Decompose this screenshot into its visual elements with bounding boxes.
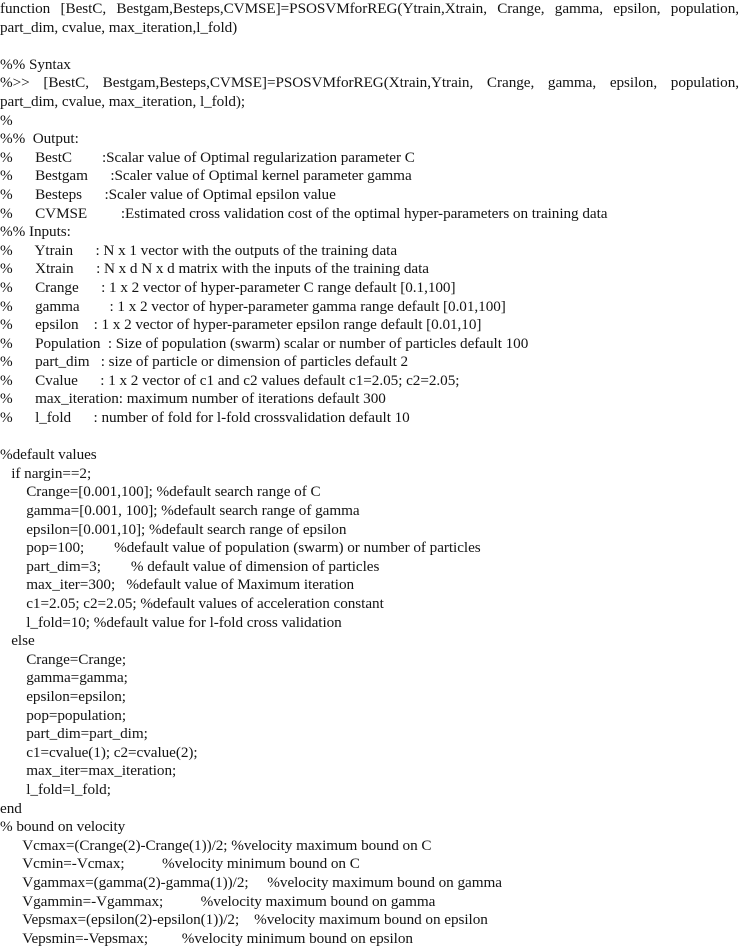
- code-line: Crange=Crange;: [0, 650, 127, 668]
- code-line: if nargin==2;: [0, 464, 92, 482]
- code-line: Vcmin=-Vcmax; %velocity minimum bound on C: [0, 855, 360, 873]
- code-line: % gamma : 1 x 2 vector of hyper-parameter gamma range default [0.01,100]: [0, 297, 506, 315]
- code-line: part_dim=3; % default value of dimension of particles: [0, 557, 380, 575]
- code-line: % Ytrain : N x 1 vector with the outputs of the training data: [0, 241, 398, 259]
- code-line: max_iter=300; %default value of Maximum iteration: [0, 576, 355, 594]
- code-line: % Bestgam :Scaler value of Optimal kernel parameter gamma: [0, 167, 412, 185]
- code-line: Vgammin=-Vgammax; %velocity maximum bound on gamma: [0, 892, 436, 910]
- code-line: % part_dim : size of particle or dimension of particles default 2: [0, 353, 409, 371]
- code-line: Vepsmin=-Vepsmax; %velocity minimum bound on epsilon: [0, 929, 413, 947]
- code-line: epsilon=epsilon;: [0, 687, 126, 705]
- code-line: part_dim, cvalue, max_iteration, l_fold);: [0, 92, 246, 110]
- code-line: % max_iteration: maximum number of iterations default 300: [0, 390, 386, 408]
- code-line: %default values: [0, 446, 97, 464]
- code-line: part_dim=part_dim;: [0, 725, 148, 743]
- code-line: %% Output:: [0, 130, 79, 148]
- code-line: Vepsmax=(epsilon(2)-epsilon(1))/2; %velocity maximum bound on epsilon: [0, 911, 488, 929]
- code-line: % Besteps :Scaler value of Optimal epsilon value: [0, 185, 336, 203]
- code-line: Crange=[0.001,100]; %default search range of C: [0, 483, 321, 501]
- code-line: else: [0, 632, 35, 650]
- code-line: max_iter=max_iteration;: [0, 762, 177, 780]
- code-line: epsilon=[0.001,10]; %default search range of epsilon: [0, 520, 347, 538]
- code-line: gamma=gamma;: [0, 669, 128, 687]
- code-line: %>> [BestC, Bestgam,Besteps,CVMSE]=PSOSVMforREG(Xtrain,Ytrain, Crange, gamma, epsilon, population,: [0, 74, 739, 92]
- code-line: % BestC :Scalar value of Optimal regularization parameter C: [0, 148, 415, 166]
- code-line: %% Syntax: [0, 55, 71, 73]
- code-line-blank: [0, 428, 739, 447]
- code-line: % Population : Size of population (swarm) scalar or number of particles default 100: [0, 334, 529, 352]
- code-line: gamma=[0.001, 100]; %default search range of gamma: [0, 502, 360, 520]
- code-line: %% Inputs:: [0, 223, 71, 241]
- code-line: % CVMSE :Estimated cross validation cost of the optimal hyper-parameters on training data: [0, 204, 608, 222]
- code-line: % l_fold : number of fold for l-fold crossvalidation default 10: [0, 409, 410, 427]
- code-line: function [BestC, Bestgam,Besteps,CVMSE]=PSOSVMforREG(Ytrain,Xtrain, Crange, gamma, epsilon, population,: [0, 0, 739, 17]
- code-line: pop=population;: [0, 706, 127, 724]
- code-line-blank: [0, 37, 739, 56]
- code-line: % epsilon : 1 x 2 vector of hyper-parameter epsilon range default [0.01,10]: [0, 316, 482, 334]
- code-line: Vcmax=(Crange(2)-Crange(1))/2; %velocity maximum bound on C: [0, 836, 432, 854]
- code-line: % Crange : 1 x 2 vector of hyper-parameter C range default [0.1,100]: [0, 278, 456, 296]
- code-line: l_fold=10; %default value for l-fold cross validation: [0, 613, 342, 631]
- code-line: Vgammax=(gamma(2)-gamma(1))/2; %velocity maximum bound on gamma: [0, 873, 502, 891]
- code-line: %: [0, 111, 13, 129]
- code-line: c1=cvalue(1); c2=cvalue(2);: [0, 743, 198, 761]
- code-line: % Xtrain : N x d N x d matrix with the inputs of the training data: [0, 260, 429, 278]
- code-line: l_fold=l_fold;: [0, 780, 111, 798]
- code-line: c1=2.05; c2=2.05; %default values of acceleration constant: [0, 595, 384, 612]
- code-line: end: [0, 799, 22, 817]
- code-line: pop=100; %default value of population (swarm) or number of particles: [0, 539, 481, 557]
- code-line: % bound on velocity: [0, 818, 126, 836]
- code-line: % Cvalue : 1 x 2 vector of c1 and c2 values default c1=2.05; c2=2.05;: [0, 371, 460, 389]
- code-line: part_dim, cvalue, max_iteration,l_fold): [0, 18, 238, 36]
